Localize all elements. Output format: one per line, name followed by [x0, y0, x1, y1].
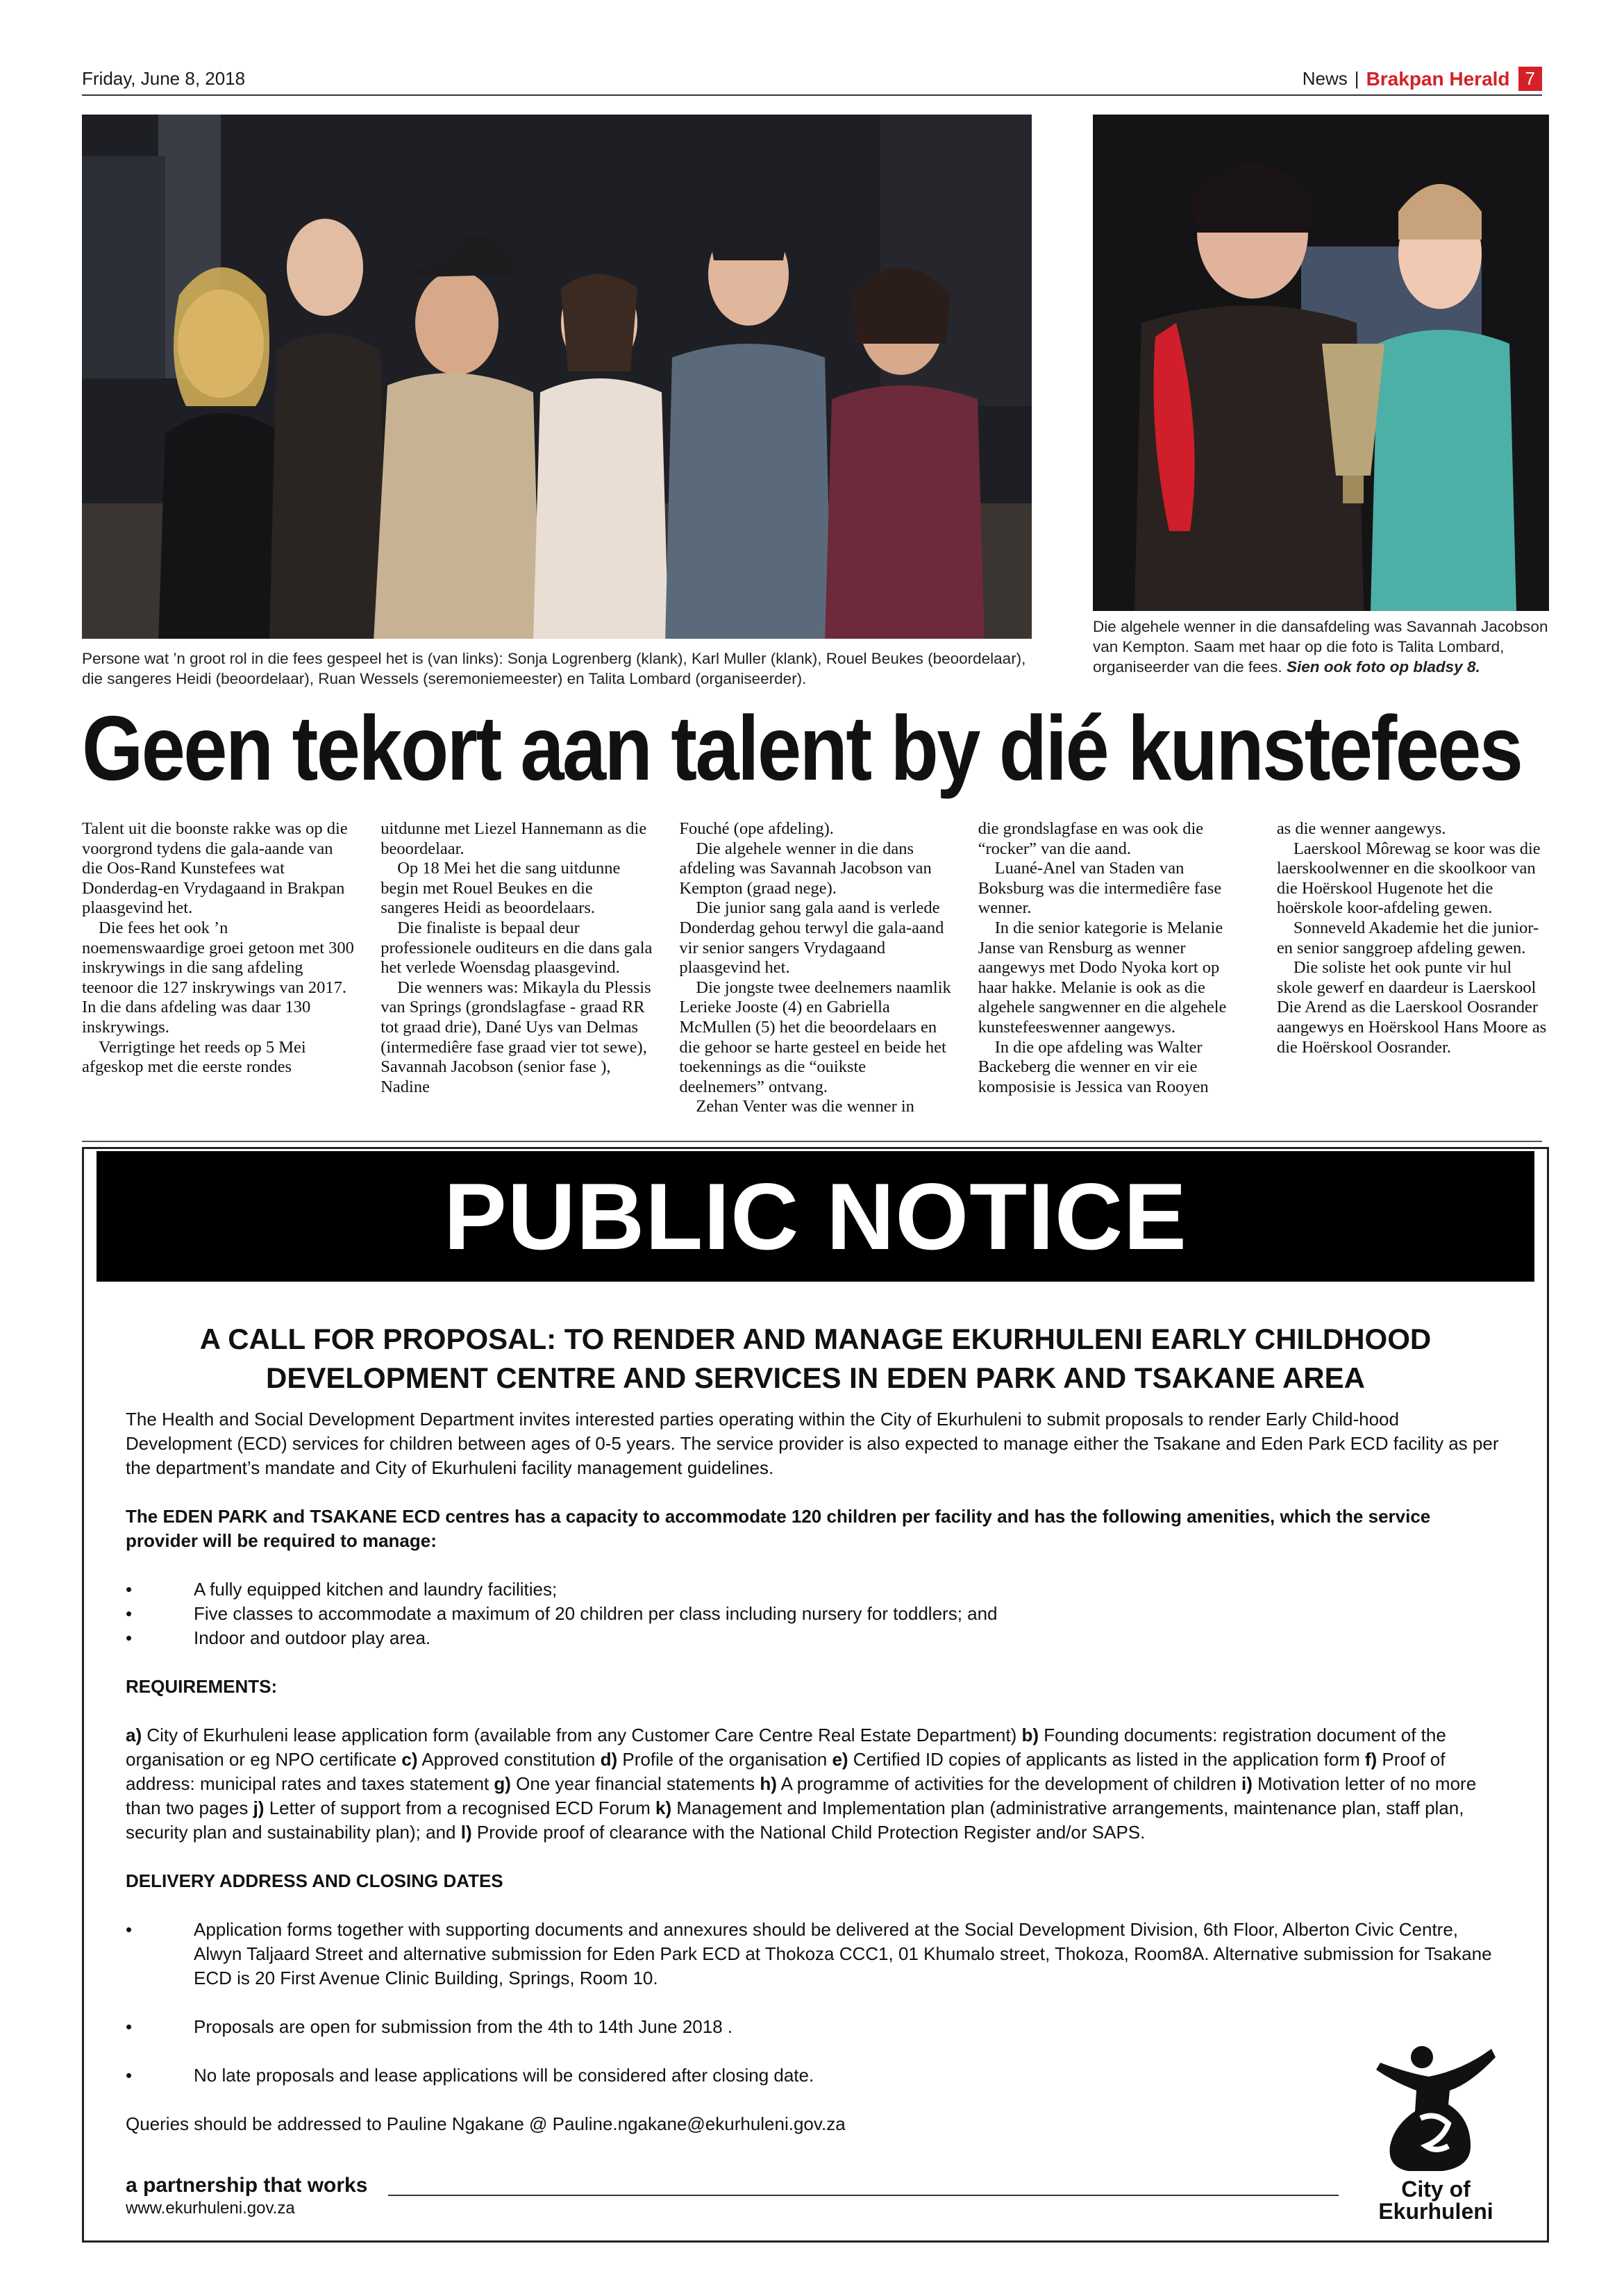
delivery-heading: DELIVERY ADDRESS AND CLOSING DATES — [126, 1870, 503, 1891]
requirement-label: g) — [494, 1773, 511, 1794]
requirement-text: Approved constitution — [417, 1749, 601, 1770]
amenities-text: Five classes to accommodate a maximum of 20 children per class including nursery for toddlers; and — [194, 1603, 998, 1624]
article-paragraph: Die junior sang gala aand is verlede Donderdag gehou terwyl die gala-aand vir senior sangers Vrydagaand plaasgevind het. — [679, 898, 944, 978]
logo-wordmark — [1366, 2178, 1505, 2222]
notice-intro: The Health and Social Development Department invites interested parties operating within the City of Ekurhuleni to submit proposals to render Early Child-hood Development (ECD) services for children between ages of 0-5 years. The service provider is also expected to manage either the Tsakane and Eden Park ECD facility as per the department’s mandate and City of Ekurhuleni facility management guidelines. — [126, 1409, 1499, 1478]
bullet-icon: • — [126, 1919, 133, 1940]
bullet-icon: • — [126, 1627, 133, 1648]
article-column — [978, 819, 1250, 1139]
notice-capacity: The EDEN PARK and TSAKANE ECD centres has a capacity to accommodate 120 children per facility and has the following amenities, which the service provider will be required to manage: — [126, 1506, 1431, 1551]
requirement-label: i) — [1241, 1773, 1253, 1794]
requirements-text — [126, 1723, 1505, 1845]
notice-footer — [126, 2174, 1505, 2222]
requirement-text: Management and Implementation plan (administrative arrangements, maintenance plan, staff plan, security plan and sustainability plan); and — [126, 1798, 1464, 1843]
requirement-label: d) — [600, 1749, 618, 1770]
article-paragraph: Die finaliste is bepaal deur professionele ouditeurs en die dans gala het verlede Woensdag plaasgevind. — [380, 918, 653, 978]
group-photo — [82, 115, 1032, 639]
amenities-item — [126, 1602, 1505, 1626]
amenities-item — [126, 1626, 1505, 1650]
header-rule — [82, 94, 1542, 96]
amenities-text: A fully equipped kitchen and laundry facilities; — [194, 1579, 558, 1600]
requirement-label: k) — [655, 1798, 672, 1818]
delivery-text: Application forms together with supporting documents and annexures should be delivered at the Social Development Division, 6th Floor, Alberton Civic Centre, Alwyn Taljaard Street and alternative submission for Eden Park ECD at Thokoza CCC1, 01 Khumalo street, Thokoza, Room8A. Alternative submission for Tsakane ECD is 20 First Avenue Clinic Building, Springs, Room 10. — [194, 1919, 1492, 1988]
delivery-item — [126, 2015, 1505, 2039]
masthead — [1303, 67, 1542, 91]
requirement-text: Motivation letter of no more than two pages — [126, 1773, 1477, 1818]
article-paragraph: Zehan Venter was die wenner in — [696, 1097, 914, 1116]
requirement-label: b) — [1021, 1725, 1039, 1745]
article-paragraph: uitdunne met Liezel Hannemann as die beoordelaar. — [380, 819, 647, 858]
article-column — [1277, 819, 1549, 1139]
dance-winner-caption — [1093, 617, 1549, 677]
requirement-label: a) — [126, 1725, 142, 1745]
article-divider — [82, 1141, 1542, 1142]
requirement-text: Certified ID copies of applicants as listed in the application form — [848, 1749, 1365, 1770]
requirement-text: One year financial statements — [510, 1773, 760, 1794]
queries-line: Queries should be addressed to Pauline Ngakane @ Pauline.ngakane@ekurhuleni.gov.za — [126, 2113, 846, 2134]
header-separator: | — [1354, 68, 1359, 89]
tagline: a partnership that works — [126, 2174, 368, 2197]
ekurhuleni-emblem-icon — [1366, 2042, 1505, 2174]
delivery-text: No late proposals and lease applications will be considered after closing date. — [194, 2065, 814, 2086]
requirement-text: Proof of address: municipal rates and taxes statement — [126, 1749, 1446, 1794]
requirement-label: f) — [1364, 1749, 1378, 1770]
group-photo-image — [82, 115, 1032, 639]
requirement-label: j) — [253, 1798, 265, 1818]
bullet-icon: • — [126, 2065, 133, 2086]
notice-body — [126, 1407, 1505, 2161]
requirement-text: Founding documents: registration document of the organisation or eg NPO certificate — [126, 1725, 1446, 1770]
delivery-item — [126, 2063, 1505, 2088]
article-paragraph: Die jongste twee deelnemers naamlik Lerieke Jooste (4) en Gabriella McMullen (5) het die beoordelaars en die gehoor se harte gesteel en beide het toekennings as die “ouikste deelnemers” ontvang. — [679, 978, 951, 1096]
issue-date: Friday, June 8, 2018 — [82, 68, 246, 89]
article-paragraph: Verrigtinge het reeds op 5 Mei afgeskop met die eerste rondes — [82, 1037, 306, 1077]
delivery-list — [126, 1918, 1505, 2088]
article-paragraph: Op 18 Mei het die sang uitdunne begin met Rouel Beukes en die sangeres Heidi as beoordelaars. — [380, 859, 621, 918]
requirement-label: c) — [401, 1749, 418, 1770]
requirement-text: City of Ekurhuleni lease application form (available from any Customer Care Centre Real Estate Department) — [142, 1725, 1022, 1745]
page-number: 7 — [1518, 67, 1542, 91]
public-notice-banner: PUBLIC NOTICE — [97, 1151, 1534, 1282]
article-column — [679, 819, 951, 1139]
notice-title: A CALL FOR PROPOSAL: TO RENDER AND MANAGE EKURHULENI EARLY CHILDHOOD DEVELOPMENT CENTRE AND SERVICES IN EDEN PARK AND TSAKANE AREA — [199, 1323, 1432, 1394]
bullet-icon: • — [126, 1579, 133, 1600]
delivery-item — [126, 1918, 1505, 1991]
public-notice — [82, 1147, 1549, 2243]
requirement-text: A programme of activities for the development of children — [776, 1773, 1242, 1794]
article-headline: Geen tekort aan talent by dié kunstefees — [82, 697, 1522, 799]
section-label: News — [1302, 68, 1348, 89]
article-paragraph: Talent uit die boonste rakke was op die voorgrond tydens die gala-aande van die Oos-Rand Kunstefees wat Donderdag-en Vrydagaand in Brakpan plaasgevind het. — [82, 819, 348, 918]
bullet-icon: • — [126, 1603, 133, 1624]
article-paragraph: Die algehele wenner in die dans afdeling was Savannah Jacobson van Kempton (graad nege). — [679, 839, 932, 898]
requirement-label: h) — [760, 1773, 777, 1794]
requirement-label: l) — [460, 1822, 472, 1843]
article-body — [82, 819, 1549, 1139]
website-link[interactable]: www.ekurhuleni.gov.za — [126, 2199, 295, 2218]
article-column — [82, 819, 354, 1139]
logo-line-city-of: City of — [1401, 2177, 1471, 2202]
amenities-item — [126, 1577, 1505, 1602]
delivery-text: Proposals are open for submission from the 4th to 14th June 2018 . — [194, 2016, 733, 2037]
city-of-ekurhuleni-logo — [1366, 2042, 1505, 2222]
requirements-heading: REQUIREMENTS: — [126, 1676, 278, 1697]
article-paragraph: In die senior kategorie is Melanie Janse van Rensburg as wenner aangewys met Dodo Nyoka kort op haar hakke. Melanie is ook as die algehele sangwenner en die algehele kunstefeeswenner aangewys. — [978, 918, 1227, 1037]
logo-line-ekurhuleni: Ekurhuleni — [1378, 2199, 1493, 2224]
amenities-text: Indoor and outdoor play area. — [194, 1627, 431, 1648]
article-paragraph: as die wenner aangewys. — [1276, 819, 1446, 838]
article-column — [380, 819, 653, 1139]
see-also-reference: Sien ook foto op bladsy 8. — [1286, 658, 1480, 676]
dance-winner-photo — [1093, 115, 1549, 611]
bullet-icon: • — [126, 2016, 133, 2037]
article-paragraph: Sonneveld Akademie het die junior- en senior sanggroep afdeling gewen. — [1276, 918, 1539, 957]
amenities-list — [126, 1577, 1505, 1650]
requirement-text: Provide proof of clearance with the National Child Protection Register and/or SAPS. — [471, 1822, 1146, 1843]
article-paragraph: Die wenners was: Mikayla du Plessis van Springs (grondslagfase - graad RR tot graad drie), Dané Uys van Delmas (intermediêre fase graad vier tot sewe), Savannah Jacobson (senior fase ), Nadine — [380, 978, 651, 1096]
article-paragraph: Die soliste het ook punte vir hul skole gewerf en daardeur is Laerskool Die Arend as die Laerskool Oosrander aangewys en Hoërskool Hans Moore as die Hoërskool Oosrander. — [1276, 958, 1547, 1057]
requirement-text: Letter of support from a recognised ECD Forum — [264, 1798, 656, 1818]
article-paragraph: In die ope afdeling was Walter Backeberg die wenner en vir eie komposisie is Jessica van Rooyen — [978, 1037, 1209, 1096]
publication-name: Brakpan Herald — [1366, 67, 1510, 90]
article-paragraph: Die fees het ook ’n noemenswaardige groei getoon met 300 inskrywings in die sang afdeling teenoor die 127 inskrywings van 2017. In die dans afdeling was daar 130 inskrywings. — [82, 918, 354, 1037]
dance-winner-photo-image — [1093, 115, 1549, 611]
dance-winner-caption-text: Die algehele wenner in die dansafdeling was Savannah Jacobson van Kempton. Saam met haar op die foto is Talita Lombard, organiseerder van die fees. — [1093, 618, 1548, 676]
group-photo-caption: Persone wat ’n groot rol in die fees gespeel het is (van links): Sonja Logrenberg (klank), Karl Muller (klank), Rouel Beukes (beoordelaar), die sangeres Heidi (beoordelaar), Ruan Wessels (seremoniemeester) en Talita Lombard (organiseerder). — [82, 650, 1026, 687]
article-paragraph: Fouché (ope afdeling). — [679, 819, 834, 838]
requirement-text: Profile of the organisation — [617, 1749, 832, 1770]
article-paragraph: Laerskool Môrewag se koor was die laerskoolwenner en die skoolkoor van die Hoërskool Hugenote het die hoërskole koor-afdeling gewen. — [1276, 839, 1541, 918]
article-paragraph: die grondslagfase en was ook die “rocker” van die aand. — [978, 819, 1204, 858]
article-paragraph: Luané-Anel van Staden van Boksburg was die intermediêre fase wenner. — [978, 859, 1222, 918]
footer-rule — [388, 2195, 1339, 2196]
requirement-label: e) — [832, 1749, 848, 1770]
